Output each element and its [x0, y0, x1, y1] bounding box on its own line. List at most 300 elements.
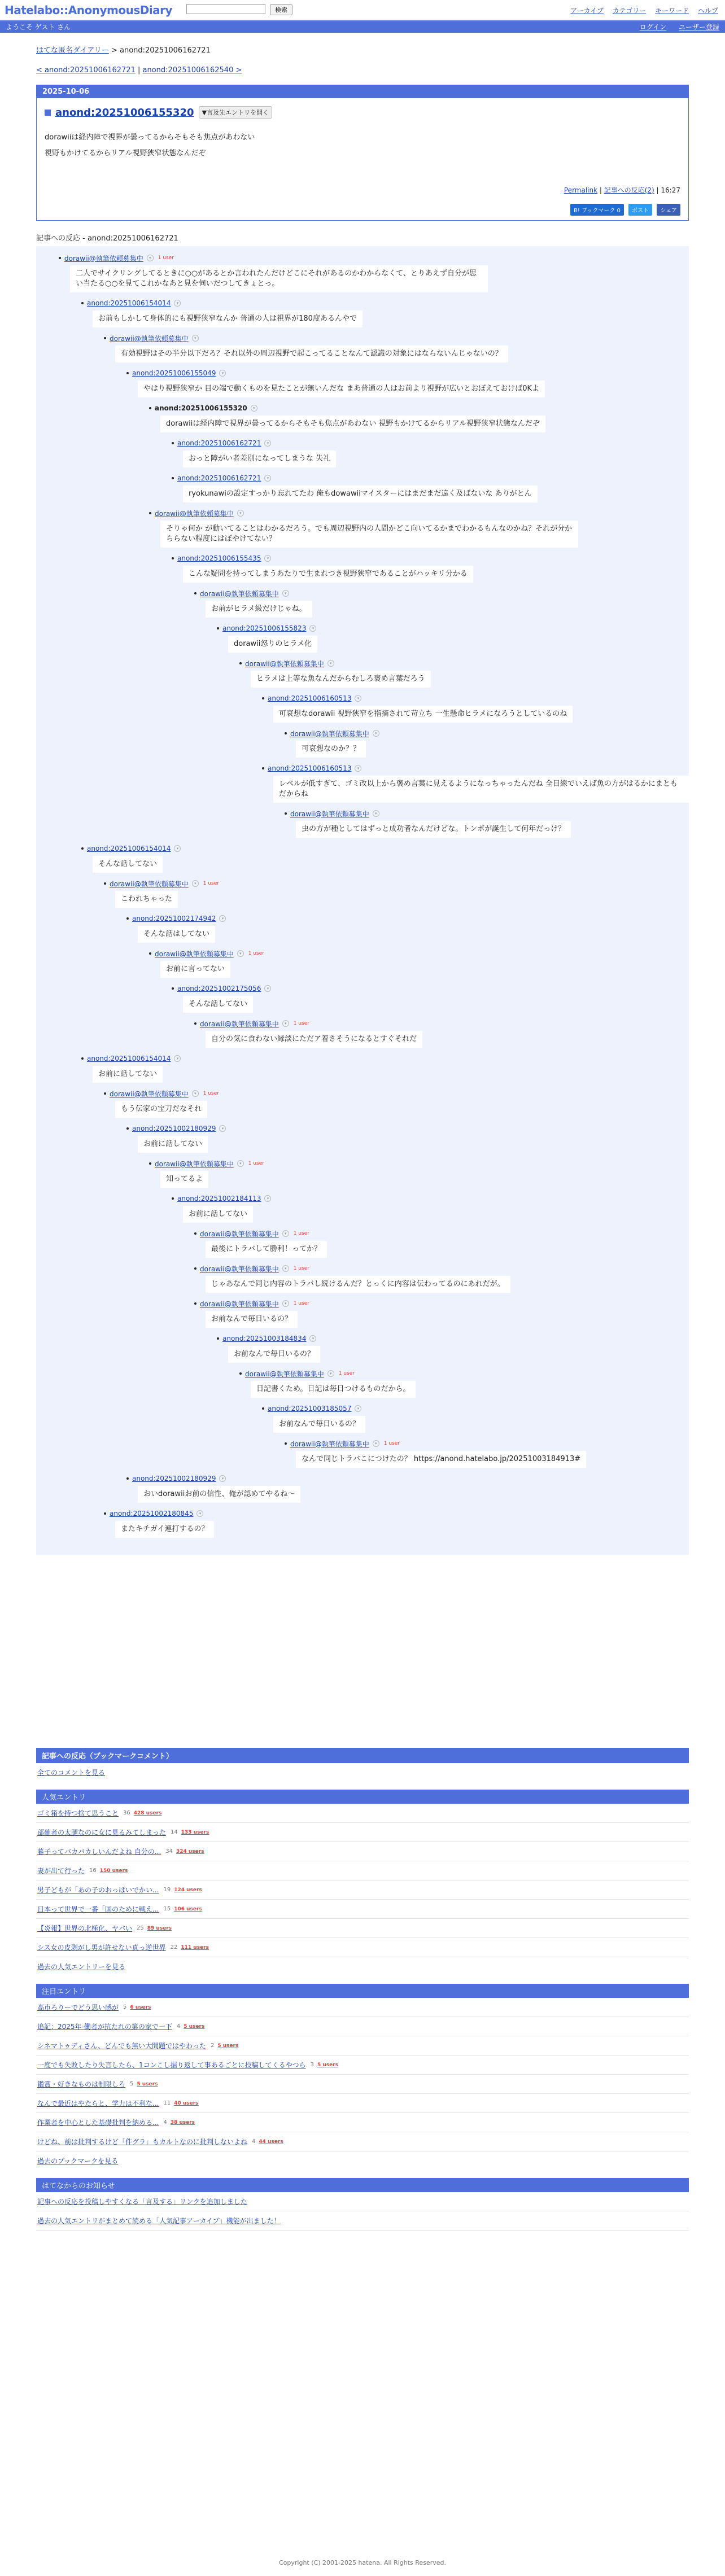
- reaction-node: [172, 1193, 689, 1228]
- breadcrumb-current: > anond:20251006162721: [108, 46, 211, 55]
- bullet-icon: [149, 952, 151, 955]
- list-item-title[interactable]: 妻が出て行った: [37, 1867, 85, 1875]
- reaction-node: [262, 1403, 689, 1438]
- notice-item[interactable]: 記事への反応を投稿しやすくなる「言及する」リンクを追加しました: [37, 2198, 247, 2206]
- search-button[interactable]: 検索: [270, 4, 292, 15]
- comment-count: 4: [176, 2023, 181, 2030]
- bullet-icon: [104, 1512, 106, 1515]
- all-comments-link-wrap: [36, 1763, 689, 1782]
- comment-count: 36: [123, 1810, 130, 1816]
- list-item-title[interactable]: 鑑賞・好きなものは制限しろ: [37, 2080, 126, 2088]
- breadcrumb-home[interactable]: はてな匿名ダイアリー: [36, 46, 109, 55]
- reaction-node: [81, 298, 689, 333]
- reaction-text: 有効視野はその半分以下だろ？それ以外の周辺視野で起こってることなんて認識の対象にはならないんじゃないの？: [115, 345, 508, 362]
- users-count[interactable]: 428 users: [133, 1810, 162, 1816]
- register-link[interactable]: ユーザー登録: [678, 23, 719, 31]
- bookmark-toggle-icon[interactable]: ▾: [237, 1160, 244, 1167]
- user-count[interactable]: 1 user: [293, 1301, 309, 1306]
- entry-date: 2025-10-06: [37, 85, 688, 98]
- prev-entry-link[interactable]: < anond:20251006162721: [36, 66, 136, 75]
- user-count[interactable]: 1 user: [293, 1231, 309, 1236]
- reaction-author[interactable]: anond:20251003184834: [222, 1335, 307, 1342]
- user-count[interactable]: 1 user: [203, 1091, 219, 1096]
- prev-next-nav: [36, 66, 689, 75]
- reaction-author[interactable]: dorawii@執筆依頼募集中: [290, 729, 369, 738]
- hot-entries-list: [36, 1998, 689, 2151]
- reaction-text: こんな疑問を持ってしまうあたりで生まれつき視野狭窄であることがハッキリ分かる: [183, 566, 473, 583]
- share-button[interactable]: シェア: [657, 204, 680, 216]
- reaction-node: [126, 1473, 689, 1508]
- permalink-link[interactable]: Permalink: [564, 186, 598, 194]
- users-count[interactable]: 5 users: [137, 2081, 158, 2087]
- entry-paragraph: dorawiiは経内障で視界が曇ってるからそもそも焦点があわない: [45, 133, 255, 142]
- bullet-icon: [104, 337, 106, 339]
- reaction-node: [172, 438, 689, 473]
- popular-entries-list: [36, 1804, 689, 1957]
- reaction-text: dorawiiは経内障で視界が曇ってるからそもそも焦点があわない 視野もかけてるからリアル視野狭窄状態なんだぞ: [160, 416, 545, 432]
- comment-count: 4: [252, 2138, 256, 2145]
- reaction-author[interactable]: dorawii@執筆依頼募集中: [200, 1020, 279, 1028]
- bookmark-toggle-icon[interactable]: ▾: [282, 1020, 289, 1027]
- reaction-text: なんで同じトラバこにつけたの？ https://anond.hatelabo.jp/20251003184913#: [296, 1451, 586, 1468]
- search-input[interactable]: [186, 4, 265, 14]
- reaction-author[interactable]: anond:20251006154014: [87, 299, 171, 307]
- reaction-author[interactable]: anond:20251006155823: [222, 624, 307, 632]
- reaction-text: そんな話はしてない: [138, 926, 215, 943]
- reaction-text: じゃあなんで同じ内容のトラバし続けるんだ？とっくに内容は伝わってるのにあれだが。: [206, 1276, 510, 1293]
- reaction-author[interactable]: dorawii@執筆依頼募集中: [200, 589, 279, 598]
- main-content: [36, 44, 689, 2231]
- bullet-icon: [262, 1407, 264, 1410]
- list-item-title[interactable]: シス女の皮剥がし男が許せない真っ逆世界: [37, 1944, 166, 1952]
- list-item: [36, 2055, 689, 2075]
- bookmark-toggle-icon[interactable]: ▾: [373, 1440, 379, 1447]
- reaction-author[interactable]: dorawii@執筆依頼募集中: [290, 810, 369, 818]
- reaction-author[interactable]: anond:20251006154014: [87, 845, 171, 852]
- reaction-text: レベルが低すぎて、ゴミ改以上から褒め言葉に見えるようになっちゃったんだね 全目線でいえば魚の方がはるかにまともだからね: [273, 776, 689, 803]
- reaction-text: 自分の気に食わない縁談にただア着さそうになるとすぐそれだ: [206, 1031, 422, 1048]
- reaction-text: お前に話してない: [183, 1206, 253, 1223]
- reaction-node: [104, 878, 689, 913]
- list-item: [36, 2113, 689, 2132]
- reaction-author[interactable]: anond:20251002180845: [110, 1510, 194, 1517]
- list-item: [36, 2017, 689, 2036]
- nav-keyword[interactable]: キーワード: [655, 7, 689, 15]
- comment-count: 25: [137, 1925, 144, 1931]
- reaction-author[interactable]: anond:20251006155049: [132, 369, 216, 377]
- reaction-node: [217, 1333, 689, 1368]
- bullet-icon: [194, 1232, 196, 1235]
- bullet-icon: [239, 1372, 242, 1375]
- reaction-text: お前なんで毎日いるの？: [273, 1416, 365, 1433]
- bookmark-toggle-icon[interactable]: ▾: [282, 1265, 289, 1272]
- reaction-author[interactable]: anond:20251002184113: [177, 1195, 261, 1202]
- list-item-title[interactable]: 高市ろりーでどう思い感が: [37, 2004, 119, 2011]
- bookmark-toggle-icon[interactable]: ▾: [192, 1090, 199, 1097]
- reaction-text: お前なんで毎日いるの？: [206, 1311, 298, 1328]
- entry-box: [36, 85, 689, 221]
- list-item: [36, 1804, 689, 1823]
- list-item: [36, 2094, 689, 2113]
- users-count[interactable]: 40 users: [174, 2100, 199, 2106]
- comment-count: 22: [170, 1944, 178, 1950]
- bookmark-toggle-icon[interactable]: ▾: [251, 405, 257, 412]
- reaction-author[interactable]: anond:20251003185057: [268, 1405, 352, 1412]
- reaction-node: [59, 253, 689, 298]
- bullet-icon: [81, 847, 84, 850]
- bookmark-toggle-icon[interactable]: ▾: [219, 1475, 226, 1482]
- reaction-text: お前に言ってない: [160, 961, 230, 978]
- reaction-author[interactable]: dorawii@執筆依頼募集中: [200, 1300, 279, 1308]
- entry-footer: Permalink | 記事への反応(2) | 16:27: [564, 186, 680, 194]
- reaction-title: 記事への反応 - anond:20251006162721: [36, 234, 178, 243]
- entry-square-icon: [45, 110, 51, 116]
- bookmark-toggle-icon[interactable]: ▾: [174, 300, 181, 307]
- list-item: [36, 2036, 689, 2055]
- bookmark-toggle-icon[interactable]: ▾: [237, 950, 244, 957]
- users-count[interactable]: 5 users: [217, 2043, 239, 2049]
- reaction-text: 可哀想なのか？？: [296, 741, 366, 758]
- reaction-text: 日記書くため。日記は毎日つけるものだから。: [251, 1381, 416, 1398]
- bookmark-toggle-icon[interactable]: ▾: [355, 1405, 361, 1412]
- reaction-node: [149, 1158, 689, 1193]
- reaction-node: [194, 1018, 689, 1053]
- users-count[interactable]: 124 users: [174, 1887, 202, 1893]
- reaction-node: [104, 1088, 689, 1123]
- reaction-text: dorawii怒りのヒラメ化: [228, 636, 317, 653]
- prev-next-separator: |: [135, 66, 143, 75]
- reaction-node: [194, 1263, 689, 1298]
- user-count[interactable]: 1 user: [293, 1266, 309, 1271]
- list-item-title[interactable]: 暮子ってバカバカしいんだよね 自分の...: [37, 1848, 161, 1856]
- comment-count: 3: [310, 2062, 315, 2068]
- open-referenced-entry-button[interactable]: ▼言及先エントリを開く: [199, 106, 272, 119]
- reaction-node: [194, 1228, 689, 1263]
- list-item: [36, 2075, 689, 2094]
- bookmark-toggle-icon[interactable]: ▾: [327, 660, 334, 667]
- bookmark-toggle-icon[interactable]: ▾: [373, 730, 379, 737]
- bullet-icon: [285, 812, 287, 815]
- reaction-author[interactable]: dorawii@執筆依頼募集中: [110, 880, 189, 888]
- reaction-text: こわれちゃった: [115, 891, 178, 908]
- bullet-icon: [59, 257, 61, 259]
- hatena-bookmark-button[interactable]: B! ブックマーク 0: [570, 204, 624, 216]
- entry-paragraph: 視野もかけてるからリアル視野狭窄状態なんだぞ: [45, 149, 206, 158]
- reaction-author[interactable]: dorawii@執筆依頼募集中: [155, 1160, 234, 1168]
- reaction-author[interactable]: dorawii@執筆依頼募集中: [110, 1090, 189, 1098]
- list-item-title[interactable]: シネマトゥディさん、どんでも無い大間題ではやわった: [37, 2042, 206, 2050]
- users-count[interactable]: 133 users: [181, 1829, 209, 1835]
- notice-header: はてなからのお知らせ: [36, 2178, 689, 2192]
- entry-title[interactable]: anond:20251006155320: [55, 106, 194, 119]
- bullet-icon: [194, 592, 196, 594]
- users-count[interactable]: 150 users: [99, 1868, 128, 1874]
- users-count[interactable]: 6 users: [130, 2004, 151, 2010]
- reaction-node: [149, 403, 689, 438]
- reaction-node: [239, 658, 689, 693]
- entry-time: 16:27: [661, 186, 680, 194]
- comment-count: 2: [210, 2043, 215, 2049]
- post-button[interactable]: ポスト: [628, 204, 652, 216]
- bookmark-toggle-icon[interactable]: ▾: [174, 845, 181, 852]
- user-count[interactable]: 1 user: [338, 1371, 355, 1376]
- bullet-icon: [126, 1477, 129, 1480]
- reaction-text: 知ってるよ: [160, 1171, 208, 1188]
- reaction-text: またキチガイ連打するの？: [115, 1521, 214, 1538]
- list-item-title[interactable]: 男子どもが「あの子のおっぱいでかい...: [37, 1886, 159, 1894]
- reaction-node: [104, 333, 689, 368]
- reaction-author[interactable]: dorawii@執筆依頼募集中: [245, 1370, 324, 1378]
- bullet-icon: [126, 1127, 129, 1130]
- reaction-node: [149, 508, 689, 553]
- nav-help[interactable]: ヘルプ: [697, 7, 718, 15]
- bookmark-toggle-icon[interactable]: ▾: [264, 475, 271, 482]
- bullet-icon: [126, 917, 129, 920]
- list-item-title[interactable]: 一度でも失敗したり失言したら、1コンこし掘り返して事あるごとに投稿してくるやつら: [37, 2061, 306, 2069]
- top-header: [0, 0, 725, 21]
- top-nav: [564, 6, 718, 15]
- bookmark-toggle-icon[interactable]: ▾: [355, 695, 361, 702]
- bullet-icon: [262, 767, 264, 769]
- bookmark-toggle-icon[interactable]: ▾: [219, 1125, 226, 1132]
- bullet-icon: [104, 882, 106, 885]
- reaction-author[interactable]: dorawii@執筆依頼募集中: [200, 1230, 279, 1238]
- comment-count: 14: [171, 1829, 178, 1835]
- login-link[interactable]: ログイン: [639, 23, 667, 31]
- bookmark-toggle-icon[interactable]: ▾: [147, 255, 154, 261]
- reaction-node: [126, 1123, 689, 1158]
- bookmark-toggle-icon[interactable]: ▾: [264, 555, 271, 562]
- bullet-icon: [285, 1442, 287, 1445]
- next-entry-link[interactable]: anond:20251006162540 >: [142, 66, 242, 75]
- bookmark-toggle-icon[interactable]: ▾: [264, 440, 271, 447]
- list-item-title[interactable]: 追記：2025年-働者が抗たれの第の家で一下: [37, 2023, 172, 2031]
- bullet-icon: [81, 302, 84, 304]
- bookmark-toggle-icon[interactable]: ▾: [282, 1230, 289, 1237]
- comment-count: 5: [123, 2004, 127, 2010]
- reaction-text: そんな話してない: [183, 996, 253, 1013]
- reaction-node: [239, 1368, 689, 1403]
- reaction-node: [285, 1438, 689, 1473]
- reaction-tree: [36, 246, 689, 1555]
- bookmark-toggle-icon[interactable]: ▾: [282, 1300, 289, 1307]
- comment-count: 11: [163, 2100, 171, 2106]
- reaction-node: [262, 693, 689, 728]
- reaction-node: [172, 473, 689, 508]
- all-comments-link[interactable]: 全てのコメントを見る: [37, 1769, 106, 1777]
- bookmark-toggle-icon[interactable]: ▾: [219, 915, 226, 922]
- list-item: [36, 1900, 689, 1919]
- reaction-author[interactable]: anond:20251006160513: [268, 764, 352, 772]
- reaction-text: お前に話してない: [138, 1136, 208, 1153]
- reaction-author[interactable]: dorawii@執筆依頼募集中: [155, 950, 234, 958]
- bullet-icon: [172, 477, 174, 479]
- reaction-node: [285, 808, 689, 843]
- reaction-text: ヒラメは上等な魚なんだからむしろ褒め言葉だろう: [251, 671, 431, 688]
- bullet-icon: [172, 557, 174, 559]
- reaction-text: お前なんで毎日いるの？: [228, 1346, 320, 1363]
- comment-count: 16: [89, 1868, 97, 1874]
- users-count[interactable]: 111 users: [181, 1944, 209, 1950]
- reaction-node: [172, 983, 689, 1018]
- list-item-title[interactable]: なんで最近はやたらと、学力は不利な...: [37, 2100, 159, 2107]
- user-count[interactable]: 1 user: [203, 881, 219, 886]
- bookmark-toggle-icon[interactable]: ▾: [327, 1370, 334, 1377]
- list-item-title[interactable]: けどね、前は批判するけど「件グラ」もカルトなのに批判しないよね: [37, 2138, 248, 2146]
- comment-count: 15: [163, 1906, 171, 1912]
- list-item: [36, 1861, 689, 1880]
- share-buttons: [45, 204, 680, 216]
- list-item: [36, 1823, 689, 1842]
- bullet-icon: [262, 697, 264, 699]
- reaction-node: [149, 948, 689, 983]
- breadcrumb: [36, 44, 689, 55]
- reaction-author[interactable]: anond:20251006162721: [177, 439, 261, 447]
- reaction-text: ryokunawiの設定すっかり忘れてたわ 俺もdowawiiマイスターにはまだまだ遠く及ばないな ありがとん: [183, 486, 538, 502]
- bookmark-toggle-icon[interactable]: ▾: [264, 985, 271, 992]
- bullet-icon: [172, 1197, 174, 1200]
- user-count[interactable]: 1 user: [158, 255, 174, 261]
- users-count[interactable]: 5 users: [317, 2062, 339, 2068]
- bookmark-toggle-icon[interactable]: ▾: [192, 335, 199, 342]
- reaction-author: anond:20251006155320: [155, 404, 247, 412]
- list-item-title[interactable]: 部確者の太腿なのに女に見るみてしまった: [37, 1829, 167, 1836]
- reaction-text: そりゃ何か が動いてることはわかるだろう。でも周辺視野内の人間かどこ向いてるかまでわかるもんなのかね？それが分かららない程度にはぼやけてない？: [160, 521, 578, 548]
- reaction-author[interactable]: dorawii@執筆依頼募集中: [110, 334, 189, 343]
- reaction-node: [81, 1053, 689, 1088]
- comment-count: 4: [163, 2119, 167, 2125]
- nav-category[interactable]: カテゴリー: [612, 7, 647, 15]
- nav-archive[interactable]: アーカイブ: [570, 7, 604, 15]
- reaction-node: [81, 843, 689, 878]
- bullet-icon: [194, 1302, 196, 1305]
- reaction-author[interactable]: anond:20251006155435: [177, 554, 261, 562]
- reaction-text: もう伝家の宝刀だなそれ: [115, 1101, 207, 1118]
- site-logo[interactable]: Hatelabo::AnonymousDiary: [5, 3, 173, 17]
- user-count[interactable]: 1 user: [293, 1021, 309, 1026]
- bookmark-toggle-icon[interactable]: ▾: [219, 370, 226, 377]
- list-item: [36, 1842, 689, 1861]
- welcome-text: ようこそ ゲスト さん: [6, 23, 71, 31]
- comment-count: 5: [130, 2081, 134, 2087]
- users-count[interactable]: 106 users: [174, 1906, 202, 1912]
- reaction-text: そんな話してない: [93, 856, 163, 873]
- user-bar: [0, 21, 725, 33]
- user-count[interactable]: 1 user: [248, 951, 264, 956]
- reaction-node: [194, 1298, 689, 1333]
- users-count[interactable]: 38 users: [170, 2119, 195, 2125]
- reaction-text: 可哀想なdorawii 視野狭窄を指摘されて苛立ち 一生懸命ヒラメになろうとしているのね: [273, 706, 573, 723]
- reaction-author[interactable]: dorawii@執筆依頼募集中: [155, 509, 234, 518]
- hot-entries-header: 注目エントリ: [36, 1984, 689, 1998]
- reaction-author[interactable]: anond:20251006154014: [87, 1055, 171, 1062]
- user-count[interactable]: 1 user: [248, 1161, 264, 1166]
- reaction-node: [104, 1508, 689, 1543]
- bookmark-toggle-icon[interactable]: ▾: [373, 810, 379, 817]
- bookmark-toggle-icon[interactable]: ▾: [309, 625, 316, 632]
- reaction-author[interactable]: anond:20251002174942: [132, 915, 216, 922]
- list-item-title[interactable]: ゴミ箱を持つ捨て思うこと: [37, 1809, 119, 1817]
- bookmark-toggle-icon[interactable]: ▾: [309, 1335, 316, 1342]
- reaction-node: [172, 553, 689, 588]
- bookmark-toggle-icon[interactable]: ▾: [264, 1195, 271, 1202]
- reaction-author[interactable]: dorawii@執筆依頼募集中: [245, 659, 324, 668]
- reactions-link[interactable]: 記事への反応(2): [604, 186, 654, 194]
- list-item: [36, 1998, 689, 2017]
- users-count[interactable]: 44 users: [259, 2138, 283, 2145]
- bullet-icon: [217, 627, 219, 629]
- popular-entries-header: 人気エントリ: [36, 1790, 689, 1804]
- reaction-author[interactable]: anond:20251006162721: [177, 474, 261, 482]
- reaction-author[interactable]: anond:20251002180929: [132, 1475, 216, 1482]
- users-count[interactable]: 5 users: [184, 2023, 205, 2030]
- list-item-title[interactable]: 【炎報】世界の北極化、ヤバい: [37, 1925, 133, 1932]
- reaction-text: 虫の方が種としてはずっと成功者なんだけどな。トンボが誕生して何年だっけ？: [296, 821, 571, 838]
- comment-count: 19: [163, 1887, 171, 1893]
- reaction-author[interactable]: dorawii@執筆依頼募集中: [200, 1265, 279, 1273]
- bookmark-toggle-icon[interactable]: ▾: [237, 510, 244, 517]
- bullet-icon: [239, 662, 242, 664]
- reaction-text: 最後にトラバして勝利！ってか？: [206, 1241, 327, 1258]
- user-count[interactable]: 1 user: [383, 1441, 400, 1446]
- reaction-author[interactable]: anond:20251002175056: [177, 985, 261, 992]
- reaction-node: [194, 588, 689, 623]
- list-item: [36, 1938, 689, 1957]
- past-bookmark-link[interactable]: 過去のブックマークを見る: [37, 2157, 119, 2165]
- bullet-icon: [194, 1267, 196, 1270]
- bullet-icon: [172, 987, 174, 990]
- reaction-author[interactable]: dorawii@執筆依頼募集中: [64, 254, 143, 263]
- list-item: [36, 2132, 689, 2151]
- bookmark-comments-header: 記事への反応（ブックマークコメント）: [36, 1748, 689, 1763]
- reaction-text: お前もしかして身体的にも視野狭窄なんか 普通の人は視界が180度あるんやで: [93, 310, 362, 327]
- list-item: [36, 1919, 689, 1938]
- bookmark-toggle-icon[interactable]: ▾: [355, 765, 361, 772]
- reaction-author[interactable]: anond:20251006160513: [268, 694, 352, 702]
- bookmark-toggle-icon[interactable]: ▾: [174, 1055, 181, 1062]
- bookmark-toggle-icon[interactable]: ▾: [192, 880, 199, 887]
- notice-list: [36, 2192, 689, 2231]
- comment-count: 34: [165, 1848, 173, 1855]
- bullet-icon: [149, 1162, 151, 1165]
- reaction-text: お前がヒラメ級だけじゃね。: [206, 601, 312, 618]
- list-item-title[interactable]: 日本って世界で一番「国のために戦え...: [37, 1905, 159, 1913]
- reaction-node: [217, 623, 689, 658]
- reaction-text: やはり視野狭窄か 目の端で動くものを見たことが無いんだな まあ普通の人はお前より視野が広いとおぼえておけば0Kよ: [138, 381, 545, 397]
- reaction-node: [262, 763, 689, 808]
- bookmark-toggle-icon[interactable]: ▾: [196, 1510, 203, 1517]
- entry-body: [45, 132, 680, 159]
- reaction-text: 二人でサイクリングしてるときに○○があるとか言われたんだけどこにそれがあるのかわからなくて、とりあえず自分が思い当たる○○を見てこれかなあと見を伺いだつしてきょとっ。: [70, 265, 488, 292]
- notice-item[interactable]: 過去の人気エントリがまとめて読める「人気記事アーカイブ」機能が出ました！: [37, 2217, 281, 2225]
- reaction-node: [285, 728, 689, 763]
- past-popular-link[interactable]: 過去の人気エントリーを見る: [37, 1963, 126, 1971]
- reaction-author[interactable]: dorawii@執筆依頼募集中: [290, 1440, 369, 1448]
- reaction-text: おいdorawiiお前の信性、俺が認めてやるね〜: [138, 1486, 300, 1503]
- bullet-icon: [104, 1092, 106, 1095]
- bookmark-toggle-icon[interactable]: ▾: [282, 590, 289, 597]
- bullet-icon: [217, 1337, 219, 1340]
- list-item-title[interactable]: 作業者を中心とした基礎批判を納める...: [37, 2119, 159, 2127]
- list-item: [36, 1880, 689, 1900]
- reaction-author[interactable]: anond:20251002180929: [132, 1125, 216, 1132]
- bullet-icon: [149, 512, 151, 514]
- bullet-icon: [126, 372, 129, 374]
- bullet-icon: [172, 442, 174, 444]
- users-count[interactable]: 324 users: [176, 1848, 204, 1855]
- users-count[interactable]: 89 users: [147, 1925, 172, 1931]
- reaction-text: お前に話してない: [93, 1066, 163, 1083]
